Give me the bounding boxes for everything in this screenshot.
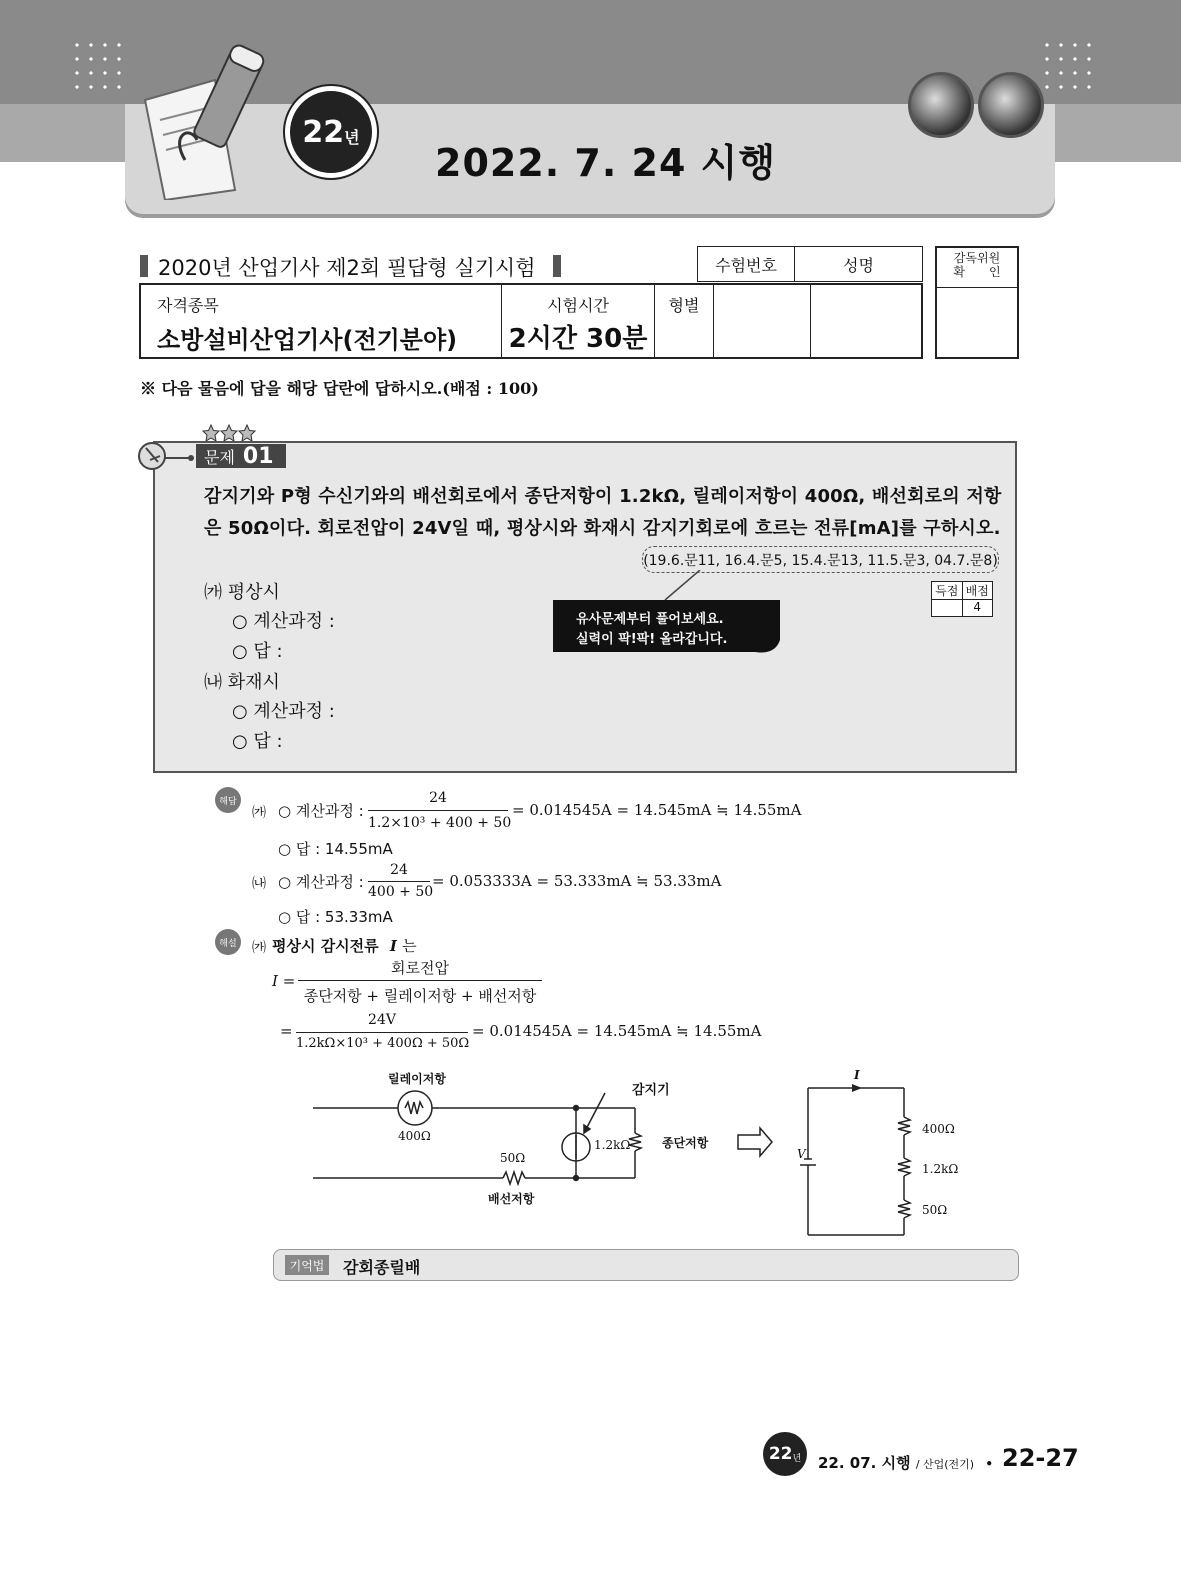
points-header: 배점	[962, 582, 993, 600]
subject-label: 자격종목	[157, 296, 219, 315]
question-label	[196, 444, 286, 468]
exam-no-input[interactable]	[714, 284, 811, 358]
question-text-line2: 은 50Ω이다. 회로전압이 24V일 때, 평상시와 화재시 감지기회로에 흐르는 전류[mA]를 구하시오.	[204, 518, 1001, 539]
end-resistor-label: 종단저항	[662, 1136, 709, 1150]
subject-cell	[140, 284, 502, 358]
explanation-mark: ㈎	[252, 940, 266, 956]
supervisor-sign-area[interactable]	[936, 288, 1018, 359]
exam-title: 2020년 산업기사 제2회 필답형 실기시험	[158, 256, 536, 280]
answer-badge: 해답	[215, 787, 241, 813]
score-value	[932, 600, 963, 617]
exam-id-header	[697, 246, 923, 282]
eq2-result: = 0.014545A = 14.545mA ≒ 14.55mA	[472, 1022, 762, 1040]
explanation-badge: 해설	[215, 929, 241, 955]
eq2-denominator: 1.2kΩ×10³ + 400Ω + 50Ω	[296, 1036, 470, 1051]
question-label-text: 문제	[204, 447, 235, 467]
eq2-numerator: 24V	[368, 1012, 396, 1028]
answer-b-mark: ㈏	[252, 876, 266, 892]
year-number: 22	[302, 114, 345, 150]
subject-value: 소방설비산업기사(전기분야)	[157, 326, 458, 354]
eq2-fraction-bar	[296, 1032, 468, 1033]
title-bar-left	[140, 255, 148, 277]
name-header: 성명	[795, 247, 923, 282]
line-resistor-label: 배선저항	[488, 1192, 535, 1206]
answer-b-final: ○ 답 : 53.33mA	[278, 908, 393, 926]
answer-b-denominator: 400 + 50	[368, 884, 434, 900]
memory-badge: 기억법	[285, 1255, 329, 1275]
footer-year-number: 22	[768, 1444, 793, 1464]
firefighter-photo-1	[908, 72, 974, 138]
name-input[interactable]	[811, 284, 923, 358]
page-number: 22-27	[1002, 1444, 1079, 1472]
explanation-heading	[272, 935, 417, 956]
circuit-diagram	[310, 1075, 950, 1245]
dot-pattern-left	[70, 38, 126, 94]
points-value: 4	[962, 600, 993, 617]
time-label: 시험시간	[547, 296, 609, 315]
part-a-label: ㈎ 평상시	[204, 582, 280, 603]
answer-b-numerator: 24	[390, 862, 408, 878]
tip-text	[576, 610, 727, 650]
supervisor-line1: 감독위원	[953, 251, 1001, 265]
relay-resistor-value: 400Ω	[398, 1129, 431, 1143]
part-b-label: ㈏ 화재시	[204, 672, 280, 693]
pencil-paper-icon	[125, 40, 265, 200]
pointing-hand-icon	[136, 438, 196, 478]
line-resistor-value: 50Ω	[500, 1151, 526, 1165]
question-number: 01	[242, 443, 274, 469]
supervisor-header	[936, 247, 1018, 288]
year-suffix: 년	[344, 127, 360, 147]
eq-lhs: I =	[272, 972, 296, 990]
eq-r1-value: 400Ω	[922, 1122, 955, 1136]
part-b-calc: ○ 계산과정 :	[232, 701, 335, 722]
exam-date-title: 2022. 7. 24 시행	[435, 141, 777, 185]
type-label: 형별	[655, 284, 714, 358]
end-resistor-value: 1.2kΩ	[594, 1138, 631, 1152]
answer-a-fraction-bar	[368, 810, 508, 811]
answer-a-numerator: 24	[429, 790, 447, 806]
footer-year-suffix: 년	[792, 1453, 802, 1464]
answer-a-calc-label: ○ 계산과정 :	[278, 802, 364, 820]
title-bar-right	[553, 255, 561, 277]
past-exam-history: (19.6.문11, 16.4.문5, 15.4.문13, 11.5.문3, 04.7.문8)	[642, 546, 999, 573]
supervisor-box	[935, 246, 1019, 359]
part-a-calc: ○ 계산과정 :	[232, 611, 335, 632]
answer-b-result: = 0.053333A = 53.333mA ≒ 53.33mA	[432, 872, 722, 890]
relay-resistor-label: 릴레이저항	[388, 1072, 446, 1086]
time-value: 2시간 30분	[508, 324, 648, 354]
question-text-line1: 감지기와 P형 수신기와의 배선회로에서 종단저항이 1.2kΩ, 릴레이저항이 400Ω, 배선회로의 저항	[204, 486, 1002, 507]
footer-category: / 산업(전기)	[915, 1458, 975, 1471]
score-table	[931, 581, 993, 617]
answer-a-final: ○ 답 : 14.55mA	[278, 840, 393, 858]
dot-pattern-right	[1040, 38, 1096, 94]
explanation-heading-tail: 는	[402, 937, 417, 955]
supervisor-line2: 확 인	[953, 265, 1001, 279]
year-badge	[285, 86, 377, 178]
part-a-answer: ○ 답 :	[232, 641, 283, 662]
answer-a-mark: ㈎	[252, 805, 266, 821]
exam-no-header: 수험번호	[698, 247, 795, 282]
footer-exam-text	[818, 1452, 999, 1473]
detector-label: 감지기	[632, 1083, 670, 1098]
instruction-text: ※ 다음 물음에 답을 해당 답란에 답하시오.(배점 : 100)	[140, 379, 539, 398]
time-cell	[502, 284, 655, 358]
eq2-prefix: =	[280, 1022, 293, 1040]
eq1-fraction-bar	[298, 980, 542, 981]
firefighter-photo-2	[978, 72, 1044, 138]
difficulty-stars-icon	[202, 424, 258, 442]
score-header: 득점	[932, 582, 963, 600]
eq1-numerator: 회로전압	[391, 959, 449, 977]
footer-year-badge	[763, 1432, 807, 1476]
answer-b-calc-label: ○ 계산과정 :	[278, 873, 364, 891]
footer-date: 22. 07. 시행	[818, 1454, 911, 1472]
eq1-denominator: 종단저항 + 릴레이저항 + 배선저항	[303, 987, 537, 1005]
tip-line1: 유사문제부터 풀어보세요.	[576, 612, 724, 627]
eq-current-label: I	[854, 1068, 860, 1082]
eq-voltage-label: V	[797, 1147, 806, 1161]
answer-b-fraction-bar	[368, 881, 430, 882]
tip-line2: 실력이 팍!팍! 올라갑니다.	[576, 632, 728, 647]
part-b-answer: ○ 답 :	[232, 731, 283, 752]
exam-info-table	[139, 283, 923, 359]
explanation-heading-text: 평상시 감시전류	[272, 937, 379, 955]
explanation-heading-var: I	[389, 937, 397, 955]
eq-r2-value: 1.2kΩ	[922, 1162, 959, 1176]
answer-a-denominator: 1.2×10³ + 400 + 50	[368, 815, 512, 831]
eq-r3-value: 50Ω	[922, 1203, 948, 1217]
memory-text: 감회종릴배	[343, 1258, 421, 1277]
answer-a-result: = 0.014545A = 14.545mA ≒ 14.55mA	[512, 801, 802, 819]
footer-bullet: •	[985, 1457, 994, 1471]
